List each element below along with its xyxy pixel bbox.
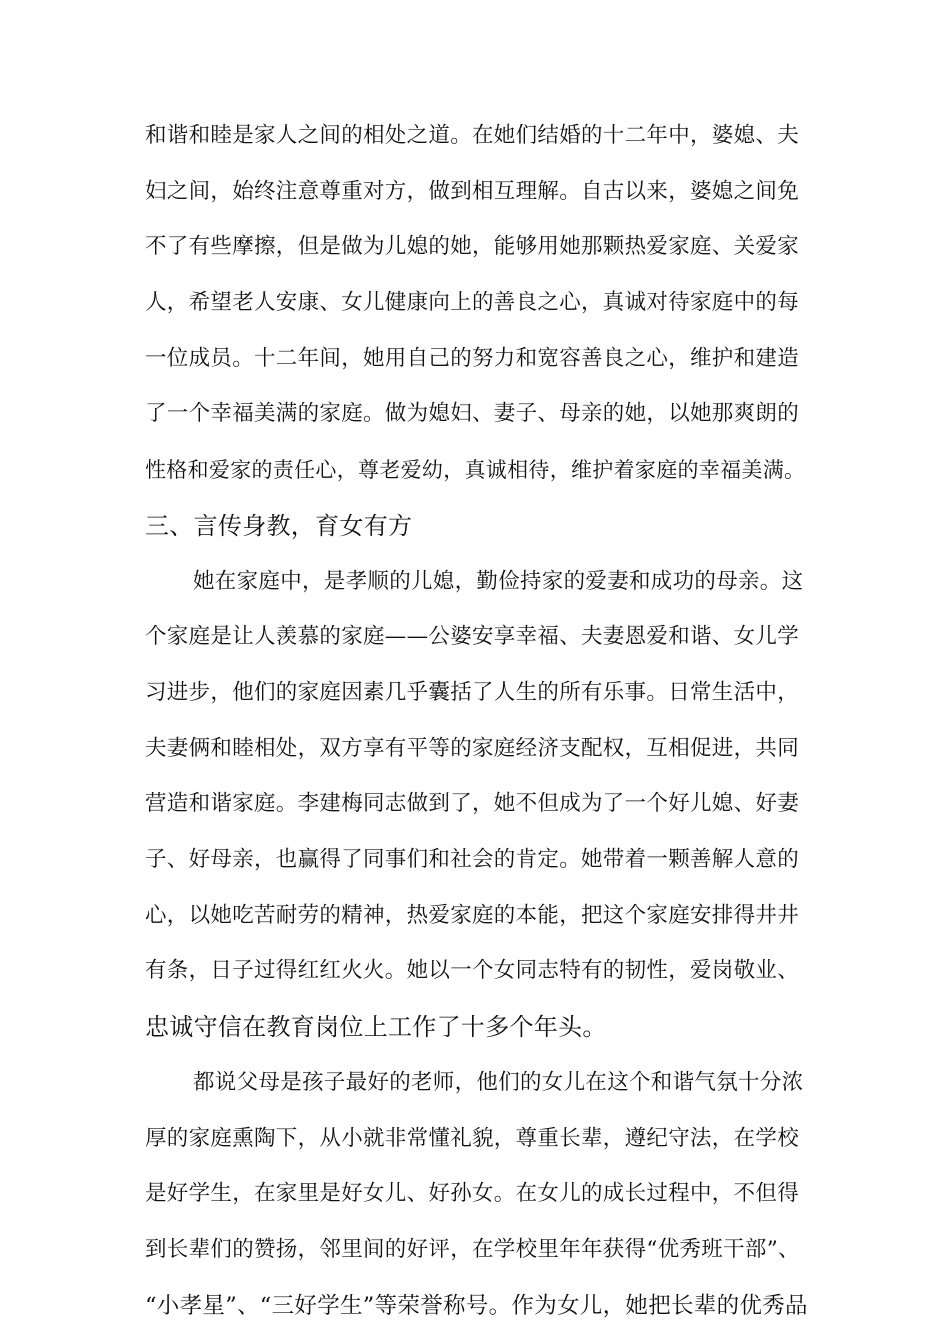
paragraph-2-line-2: 个家庭是让人羡慕的家庭——公婆安享幸福、夫妻恩爱和谐、女儿学 xyxy=(145,624,800,649)
paragraph-2-line-1: 她在家庭中，是孝顺的儿媳，勤俭持家的爱妻和成功的母亲。这 xyxy=(193,569,804,594)
paragraph-2-line-8: 有条，日子过得红红火火。她以一个女同志特有的韧性，爱岗敬业、 xyxy=(145,958,800,983)
paragraph-3-line-1: 都说父母是孩子最好的老师，他们的女儿在这个和谐气氛十分浓 xyxy=(193,1070,804,1095)
paragraph-1-line-6: 了一个幸福美满的家庭。做为媳妇、妻子、母亲的她，以她那爽朗的 xyxy=(145,401,800,426)
paragraph-3-line-3: 是好学生，在家里是好女儿、好孙女。在女儿的成长过程中，不但得 xyxy=(145,1181,800,1206)
paragraph-2-line-6: 子、好母亲，也赢得了同事们和社会的肯定。她带着一颗善解人意的 xyxy=(145,847,800,872)
paragraph-2-line-5: 营造和谐家庭。李建梅同志做到了，她不但成为了一个好儿媳、好妻 xyxy=(145,791,800,816)
paragraph-1-line-7: 性格和爱家的责任心，尊老爱幼，真诚相待，维护着家庭的幸福美满。 xyxy=(145,458,806,482)
paragraph-3-line-4: 到长辈们的赞扬，邻里间的好评，在学校里年年获得“优秀班干部”、 xyxy=(145,1237,800,1262)
paragraph-3-line-2: 厚的家庭熏陶下，从小就非常懂礼貌，尊重长辈，遵纪守法，在学校 xyxy=(145,1126,800,1151)
paragraph-2-line-3: 习进步，他们的家庭因素几乎囊括了人生的所有乐事。日常生活中， xyxy=(145,680,800,705)
paragraph-2-line-9: 忠诚守信在教育岗位上工作了十多个年头。 xyxy=(145,1013,607,1041)
paragraph-1-line-2: 妇之间，始终注意尊重对方，做到相互理解。自古以来，婆媳之间免 xyxy=(145,179,800,204)
paragraph-3-line-5: “小孝星”、“三好学生”等荣誉称号。作为女儿，她把长辈的优秀品 xyxy=(145,1293,808,1319)
paragraph-2-line-4: 夫妻俩和睦相处，双方享有平等的家庭经济支配权，互相促进，共同 xyxy=(145,736,800,761)
paragraph-1-line-4: 人，希望老人安康、女儿健康向上的善良之心，真诚对待家庭中的每 xyxy=(145,290,800,315)
paragraph-1-line-5: 一位成员。十二年间，她用自己的努力和宽容善良之心，维护和建造 xyxy=(145,346,800,371)
paragraph-2-line-7: 心，以她吃苦耐劳的精神，热爱家庭的本能，把这个家庭安排得井井 xyxy=(145,903,800,928)
paragraph-1-line-3: 不了有些摩擦，但是做为儿媳的她，能够用她那颗热爱家庭、关爱家 xyxy=(145,234,800,259)
section-heading: 三、言传身教，育女有方 xyxy=(145,512,413,540)
paragraph-1-line-1: 和谐和睦是家人之间的相处之道。在她们结婚的十二年中，婆媳、夫 xyxy=(145,123,800,148)
